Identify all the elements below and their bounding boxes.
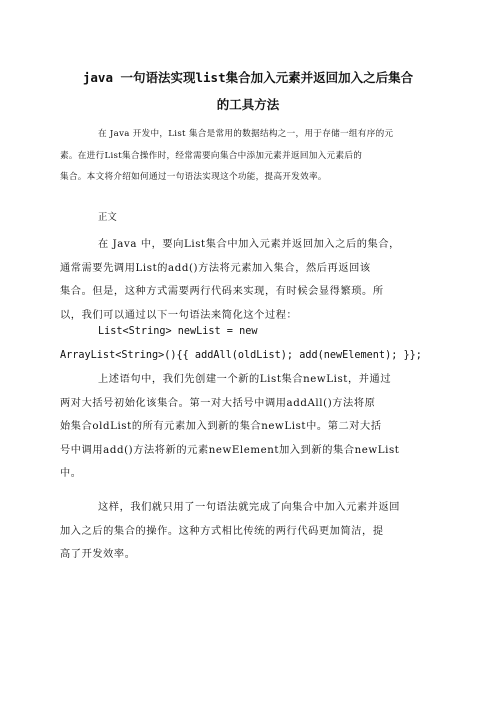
body-paragraph-2 xyxy=(60,368,438,486)
title-line-1: java 一句语法实现list集合加入元素并返回加入之后集合 xyxy=(82,70,414,85)
code-line-1: List<String> newList = new xyxy=(98,326,258,337)
conclusion-line-2: 加入之后的集合的操作。这种方式相比传统的两行代码更加简洁，提 xyxy=(60,525,384,537)
conclusion-line-3: 高了开发效率。 xyxy=(60,549,136,560)
conclusion-line-1: 这样，我们就只用了一句语法就完成了向集合中加入元素并返回 xyxy=(98,502,401,513)
body2-line-3: 始集合oldList的所有元素加入到新的集合newList中。第二对大括 xyxy=(60,421,382,432)
body2-line-2: 两对大括号初始化该集合。第一对大括号中调用addAll()方法将原 xyxy=(60,397,376,409)
body2-line-5: 中。 xyxy=(60,468,82,479)
code-snippet xyxy=(60,320,438,367)
intro-line-2: 素。在进行List集合操作时，经常需要向集合中添加元素并返回加入元素后的 xyxy=(60,150,363,161)
body-paragraph-1 xyxy=(60,233,438,327)
body2-line-4: 号中调用add()方法将新的元素newElement加入到新的集合newList xyxy=(60,444,400,456)
body1-line-2: 通常需要先调用List的add()方法将元素加入集合，然后再返回该 xyxy=(60,262,371,274)
body1-line-4: 以，我们可以通过以下一句语法来简化这个过程： xyxy=(60,309,298,321)
body1-line-3: 集合。但是，这种方式需要两行代码来实现，有时候会显得繁琐。所 xyxy=(60,286,384,297)
code-line-2: ArrayList<String>(){{ addAll(oldList); add(newElement); }}; xyxy=(60,349,422,361)
section-heading: 正文 xyxy=(98,212,117,223)
body1-line-1: 在 Java 中，要向List集合中加入元素并返回加入之后的集合， xyxy=(98,239,400,250)
intro-paragraph xyxy=(60,124,438,189)
intro-line-3: 集合。本文将介绍如何通过一句语法实现这个功能，提高开发效率。 xyxy=(60,172,327,182)
intro-line-1: 在 Java 开发中，List 集合是常用的数据结构之一，用于存储一组有序的元 xyxy=(98,129,394,139)
document-title xyxy=(40,64,456,118)
conclusion-paragraph xyxy=(60,496,438,567)
title-line-2: 的工具方法 xyxy=(216,97,280,112)
body2-line-1: 上述语句中，我们先创建一个新的List集合newList，并通过 xyxy=(98,374,392,385)
